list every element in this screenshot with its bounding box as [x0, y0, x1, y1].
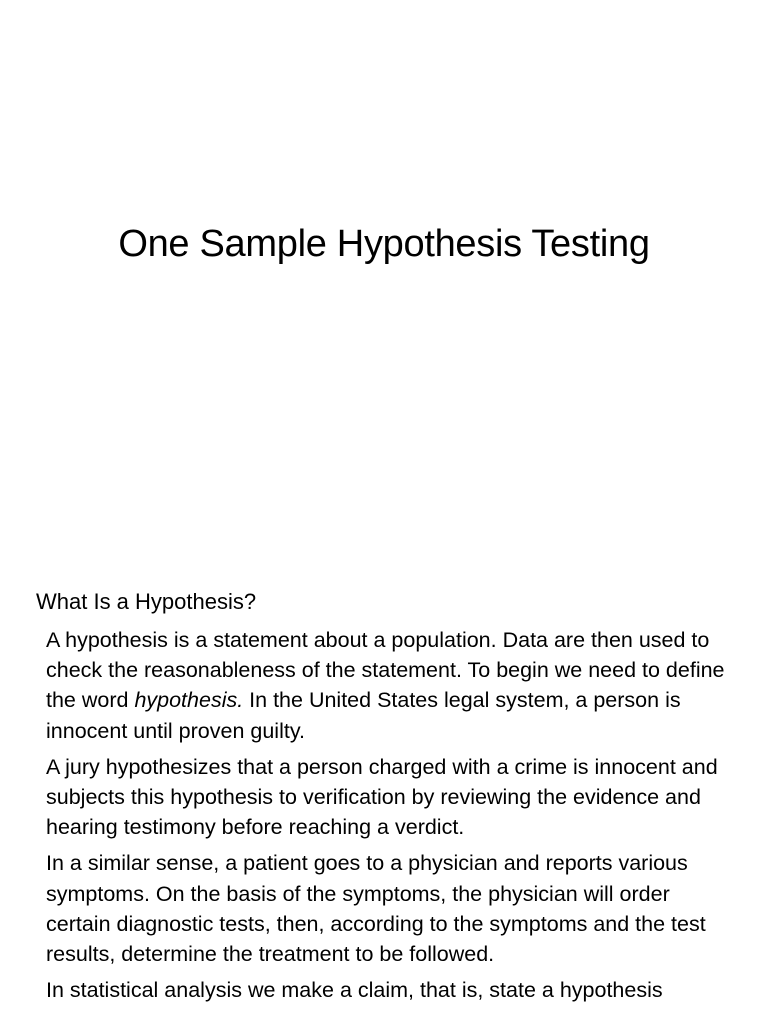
section-heading: What Is a Hypothesis? [36, 589, 257, 614]
slide-title: One Sample Hypothesis Testing [118, 223, 650, 265]
paragraph-definition-start: A hypothesis is a statement about a population. Data are then used to check the reasonableness of the statement. To begin we need to define the word [46, 628, 725, 713]
slide-body [46, 625, 736, 1011]
paragraph-physician: In a similar sense, a patient goes to a physician and reports various symptoms. On the basis of the symptoms, the physician will order certain diagnostic tests, then, according to the symptoms and the test results, determine the treatment to be followed. [46, 851, 706, 967]
paragraph-definition [46, 625, 736, 746]
paragraph-definition-end: In the United States legal system, a person is innocent until proven guilty. [46, 688, 681, 743]
paragraph-statistical-claim: In statistical analysis we make a claim, that is, state a hypothesis [46, 978, 663, 1003]
paragraph-jury: A jury hypothesizes that a person charged with a crime is innocent and subjects this hypothesis to verification by reviewing the evidence and hearing testimony before reaching a verdict. [46, 754, 718, 840]
emphasized-term: hypothesis. [134, 688, 244, 713]
